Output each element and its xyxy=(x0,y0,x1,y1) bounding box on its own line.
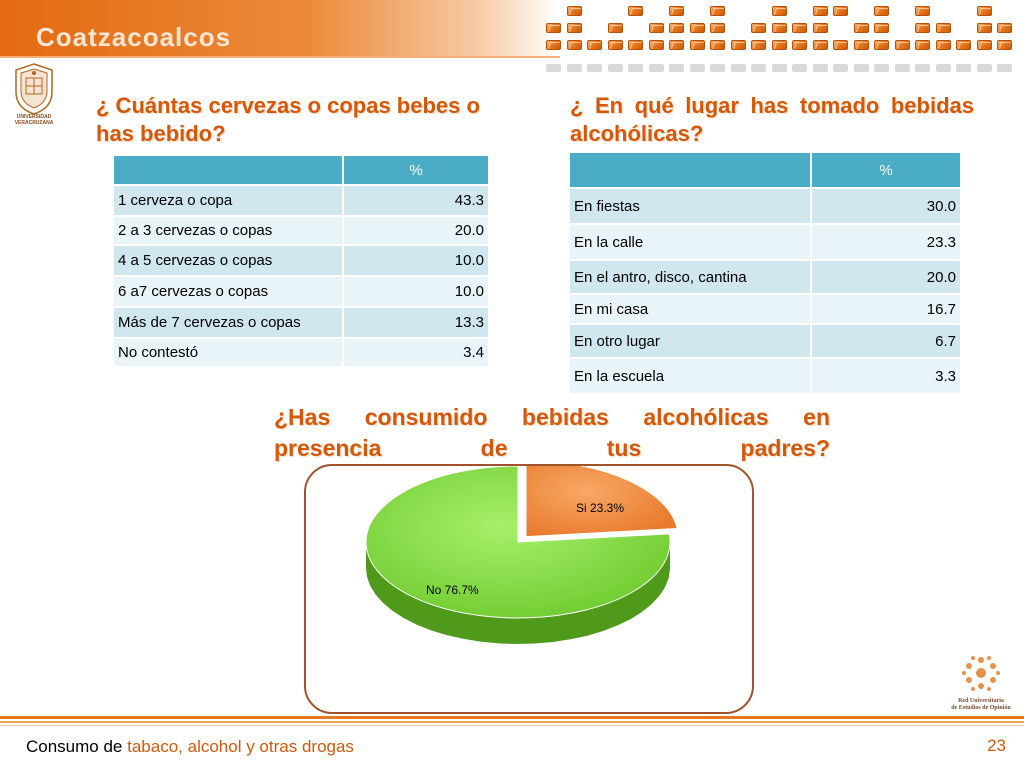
row-label: En fiestas xyxy=(569,188,811,224)
table-row xyxy=(113,245,489,276)
row-value: 3.3 xyxy=(811,358,961,394)
footer-divider xyxy=(0,716,1024,738)
row-value: 20.0 xyxy=(343,216,489,245)
row-label: 1 cerveza o copa xyxy=(113,185,343,216)
red-logo-line1: Red Universitaria xyxy=(958,698,1004,704)
table2-empty-header xyxy=(569,152,811,188)
table-row xyxy=(569,294,961,324)
table-row xyxy=(113,185,489,216)
university-caption: UNIVERSIDAD VERACRUZANA xyxy=(14,114,54,126)
row-label: En la calle xyxy=(569,224,811,260)
row-value: 10.0 xyxy=(343,276,489,307)
footer-title-part1: Consumo de xyxy=(26,737,123,756)
table-row xyxy=(569,188,961,224)
pie-chart-frame xyxy=(304,464,754,714)
table1-empty-header xyxy=(113,155,343,185)
drinking-place-table xyxy=(568,151,962,395)
row-value: 16.7 xyxy=(811,294,961,324)
row-value: 30.0 xyxy=(811,188,961,224)
pie-chart xyxy=(306,466,752,712)
table1-percent-header: % xyxy=(343,155,489,185)
row-value: 20.0 xyxy=(811,260,961,294)
table-row xyxy=(569,260,961,294)
row-value: 3.4 xyxy=(343,338,489,367)
row-label: En otro lugar xyxy=(569,324,811,358)
table2-percent-header: % xyxy=(811,152,961,188)
row-label: 2 a 3 cervezas o copas xyxy=(113,216,343,245)
row-value: 10.0 xyxy=(343,245,489,276)
table-row xyxy=(569,224,961,260)
row-label: En la escuela xyxy=(569,358,811,394)
network-dots-icon xyxy=(961,655,1001,693)
row-value: 6.7 xyxy=(811,324,961,358)
table-row xyxy=(113,216,489,245)
red-universitaria-logo xyxy=(946,655,1016,715)
table-row xyxy=(569,358,961,394)
drinks-quantity-table xyxy=(112,154,490,368)
red-logo-line2: de Estudios de Opinión xyxy=(951,705,1011,711)
row-label: 4 a 5 cervezas o copas xyxy=(113,245,343,276)
table-row xyxy=(569,324,961,358)
footer-title xyxy=(26,737,354,757)
header-divider xyxy=(0,56,560,58)
question-2: ¿ En qué lugar has tomado bebidas alcohólicas? xyxy=(570,93,974,146)
row-value: 13.3 xyxy=(343,307,489,338)
university-logo xyxy=(12,62,56,132)
question-1: ¿ Cuántas cervezas o copas bebes o has bebido? xyxy=(96,93,480,146)
row-label: En mi casa xyxy=(569,294,811,324)
row-label: Más de 7 cervezas o copas xyxy=(113,307,343,338)
page-number: 23 xyxy=(987,736,1006,755)
decorative-tiles xyxy=(540,0,1024,80)
row-label: En el antro, disco, cantina xyxy=(569,260,811,294)
table-row xyxy=(113,338,489,367)
brand-title: Coatzacoalcos xyxy=(36,22,232,52)
row-value: 43.3 xyxy=(343,185,489,216)
row-label: No contestó xyxy=(113,338,343,367)
table-row xyxy=(113,307,489,338)
table-row xyxy=(113,276,489,307)
pie-label-no: No 76.7% xyxy=(426,583,479,597)
question-3: ¿Has consumido bebidas alcohólicas en presencia de tus padres? xyxy=(274,404,830,461)
footer-title-part2: tabaco, alcohol y otras drogas xyxy=(127,737,354,756)
row-value: 23.3 xyxy=(811,224,961,260)
pie-label-si: Si 23.3% xyxy=(576,501,625,515)
row-label: 6 a7 cervezas o copas xyxy=(113,276,343,307)
